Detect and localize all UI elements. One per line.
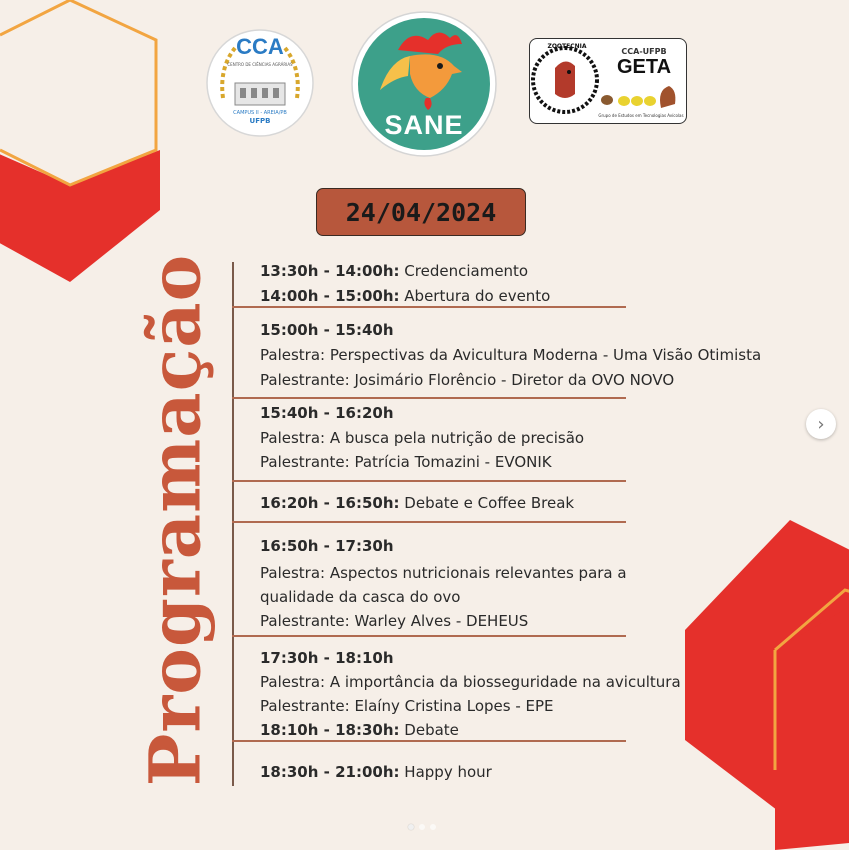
schedule-talk: Palestra: A importância da biosseguridade na avicultura	[260, 673, 681, 691]
carousel-dot[interactable]	[430, 824, 436, 830]
schedule-time-heading: 17:30h - 18:10h	[260, 649, 394, 667]
schedule-time-heading: 15:00h - 15:40h	[260, 321, 394, 339]
side-title: Programação	[133, 253, 217, 787]
schedule-time: 14:00h - 15:00h:	[260, 287, 400, 305]
divider	[232, 306, 626, 308]
cca-logo-campus: CAMPUS II - AREIA/PB	[233, 110, 287, 116]
schedule-talk-continued: qualidade da casca do ovo	[260, 588, 461, 606]
geta-logo-cca-ufpb: CCA-UFPB	[621, 47, 667, 56]
divider	[232, 635, 626, 637]
schedule-time: 13:30h - 14:00h:	[260, 262, 400, 280]
schedule-talk: Palestra: Perspectivas da Avicultura Moderna - Uma Visão Otimista	[260, 346, 762, 364]
schedule-time-heading: 15:40h - 16:20h	[260, 404, 394, 422]
carousel-dots	[408, 824, 436, 830]
hexagon-decoration-bottom-right	[680, 520, 849, 850]
schedule-item-happy-hour	[260, 763, 492, 781]
chevron-right-icon: ›	[817, 413, 825, 435]
divider	[232, 740, 626, 742]
geta-logo-zootecnia: ZOOTECNIA	[547, 43, 587, 50]
schedule-item-abertura	[260, 287, 550, 305]
schedule-text: Credenciamento	[399, 262, 529, 280]
timeline-vertical-line	[232, 262, 234, 786]
schedule-speaker: Palestrante: Josimário Florêncio - Diretor da OVO NOVO	[260, 371, 675, 389]
hexagon-decoration-top-left	[0, 0, 170, 290]
geta-logo-title: GETA	[616, 56, 672, 78]
schedule-time: 18:30h - 21:00h:	[260, 763, 400, 781]
divider	[232, 480, 626, 482]
schedule-text: Happy hour	[399, 763, 492, 781]
schedule-item-credenciamento	[260, 262, 528, 280]
schedule-talk: Palestra: Aspectos nutricionais relevantes para a	[260, 564, 627, 582]
schedule-time: 18:10h - 18:30h:	[260, 721, 400, 739]
sane-logo-title: SANE	[384, 110, 464, 140]
cca-logo-ufpb: UFPB	[249, 117, 271, 125]
cca-logo-title: CCA	[236, 34, 284, 59]
schedule-text: Debate	[399, 721, 459, 739]
carousel-dot[interactable]	[408, 824, 414, 830]
schedule-text: Abertura do evento	[399, 287, 551, 305]
cca-logo	[205, 28, 315, 138]
divider	[232, 397, 626, 399]
schedule-text: Debate e Coffee Break	[399, 494, 575, 512]
schedule-item-debate	[260, 721, 459, 739]
date-badge: 24/04/2024	[316, 188, 526, 236]
schedule-speaker: Palestrante: Patrícia Tomazini - EVONIK	[260, 453, 552, 471]
carousel-next-button[interactable]	[806, 409, 836, 439]
schedule-time: 16:20h - 16:50h:	[260, 494, 400, 512]
geta-logo	[529, 38, 687, 124]
schedule-item-coffee-break	[260, 494, 574, 512]
schedule-time-heading: 16:50h - 17:30h	[260, 537, 394, 555]
schedule-talk: Palestra: A busca pela nutrição de precisão	[260, 429, 585, 447]
schedule-speaker: Palestrante: Warley Alves - DEHEUS	[260, 612, 529, 630]
cca-logo-subtitle: CENTRO DE CIÊNCIAS AGRÁRIAS	[227, 62, 293, 67]
schedule-speaker: Palestrante: Elaíny Cristina Lopes - EPE	[260, 697, 554, 715]
divider	[232, 521, 626, 523]
carousel-dot[interactable]	[419, 824, 425, 830]
geta-logo-caption: Grupo de Estudos em Tecnologias Avícolas	[598, 113, 684, 118]
sane-logo	[350, 10, 498, 158]
